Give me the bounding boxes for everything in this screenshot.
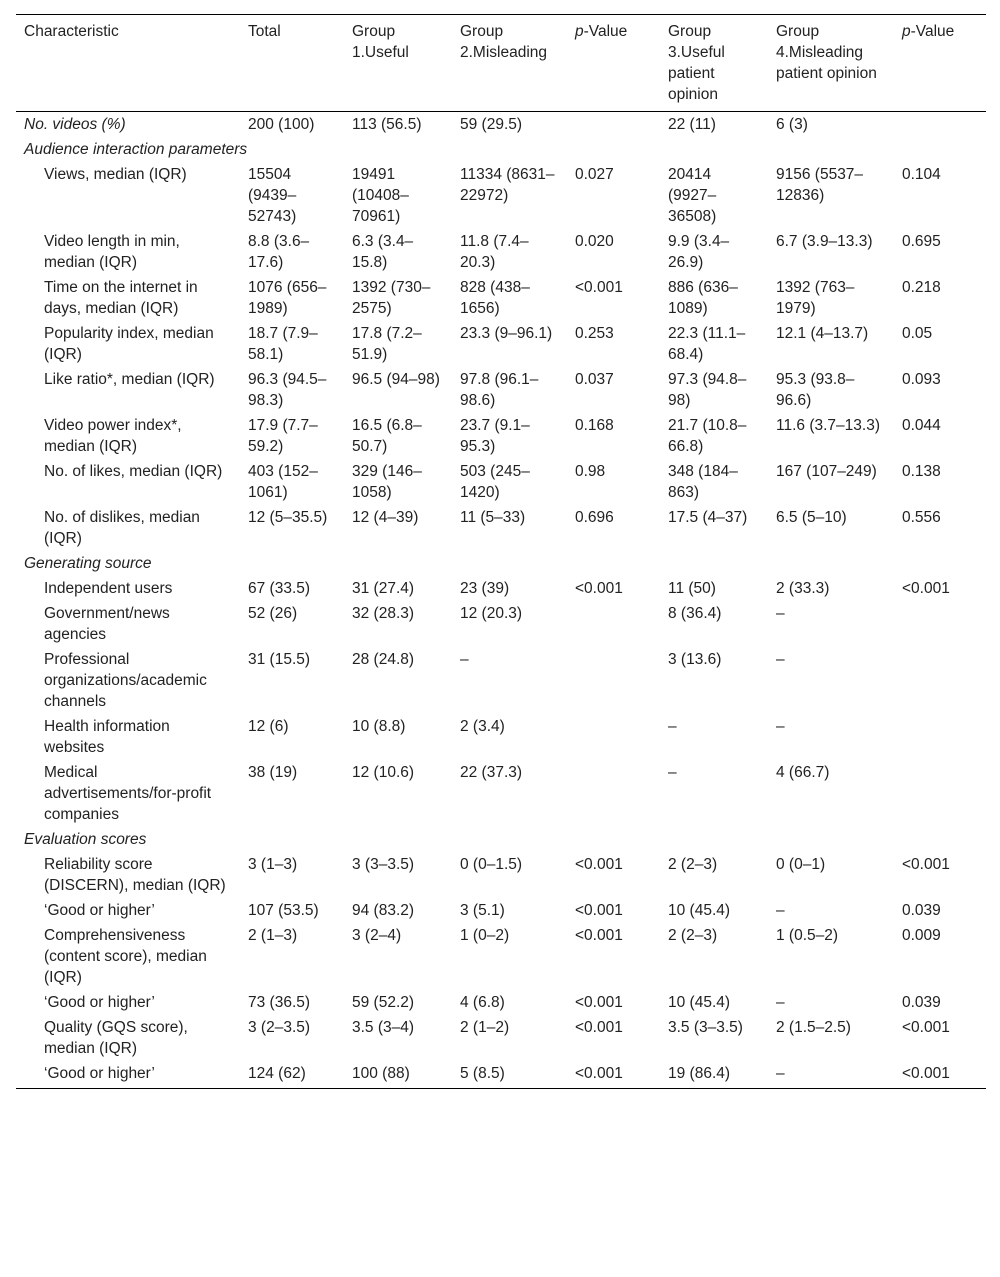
table-cell: <0.001 [902, 856, 950, 873]
table-row [16, 576, 986, 601]
table-cell: <0.001 [575, 279, 623, 296]
row-label: Comprehensiveness (content score), median (IQR) [44, 927, 207, 986]
table-cell: – [776, 605, 785, 622]
table-cell: 97.8 (96.1–98.6) [460, 371, 539, 409]
row-label-cell [16, 647, 240, 714]
table-cell: 9156 (5537–12836) [776, 166, 864, 204]
table-cell: 1392 (763–1979) [776, 279, 855, 317]
table-cell: 3.5 (3–4) [352, 1019, 415, 1036]
row-label-cell [16, 275, 240, 321]
header-group3: Group 3.Useful patient opinion [660, 15, 768, 112]
table-cell: 828 (438–1656) [460, 279, 530, 317]
table-row [16, 1015, 986, 1061]
table-row [16, 505, 986, 551]
table-cell: 0.009 [902, 927, 941, 944]
table-cell: – [668, 718, 677, 735]
row-label-cell [16, 229, 240, 275]
table-cell: – [776, 994, 785, 1011]
section-heading: Audience interaction parameters [24, 141, 248, 158]
row-label: ‘Good or higher’ [44, 902, 155, 919]
table-cell: 0.218 [902, 279, 941, 296]
header-characteristic: Characteristic [16, 15, 240, 112]
table-cell: 1 (0–2) [460, 927, 510, 944]
table-cell: 59 (52.2) [352, 994, 415, 1011]
table-cell: 6.3 (3.4–15.8) [352, 233, 414, 271]
table-cell: 3 (5.1) [460, 902, 505, 919]
table-cell: 15504 (9439–52743) [248, 166, 297, 225]
table-cell: 1076 (656–1989) [248, 279, 327, 317]
table-cell: 167 (107–249) [776, 463, 877, 480]
table-row [16, 112, 986, 138]
table-cell: <0.001 [575, 994, 623, 1011]
table-cell: 28 (24.8) [352, 651, 415, 668]
table-row [16, 367, 986, 413]
row-label-cell [16, 505, 240, 551]
row-label: Medical advertisements/for-profit companies [44, 764, 212, 823]
table-cell: 52 (26) [248, 605, 298, 622]
row-label: No. of dislikes, median (IQR) [44, 509, 200, 547]
table-cell: – [776, 651, 785, 668]
table-cell: 96.3 (94.5–98.3) [248, 371, 327, 409]
table-cell: 18.7 (7.9–58.1) [248, 325, 318, 363]
header-row [16, 15, 986, 112]
table-cell: 0.696 [575, 509, 614, 526]
table-row [16, 647, 986, 714]
table-row [16, 1061, 986, 1089]
table-cell: <0.001 [575, 902, 623, 919]
table-cell: 4 (66.7) [776, 764, 830, 781]
table-cell: 0 (0–1.5) [460, 856, 523, 873]
table-cell [894, 112, 986, 138]
table-row [16, 601, 986, 647]
table-cell [567, 112, 660, 138]
table-cell: – [460, 651, 469, 668]
table-cell: 59 (29.5) [460, 116, 523, 133]
table-cell: 10 (45.4) [668, 902, 731, 919]
table-cell: 403 (152–1061) [248, 463, 318, 501]
table-cell: 0.027 [575, 166, 614, 183]
table-cell: 2 (1–3) [248, 927, 298, 944]
table-header [16, 15, 986, 112]
table-cell: 3 (3–3.5) [352, 856, 415, 873]
table-cell: <0.001 [575, 580, 623, 597]
table-cell: 17.8 (7.2–51.9) [352, 325, 422, 363]
table-cell: 10 (8.8) [352, 718, 406, 735]
table-cell: 3 (1–3) [248, 856, 298, 873]
row-label-cell [16, 852, 240, 898]
p-value-suffix: -Value [583, 23, 628, 40]
table-cell: 0.695 [902, 233, 941, 250]
row-label-cell [16, 576, 240, 601]
table-cell: 19491 (10408–70961) [352, 166, 409, 225]
section-row [16, 551, 986, 576]
table-row [16, 229, 986, 275]
header-group1: Group 1.Useful [344, 15, 452, 112]
table-cell: 0.044 [902, 417, 941, 434]
row-label: Independent users [44, 580, 173, 597]
section-heading: Generating source [24, 555, 152, 572]
table-body [16, 112, 986, 1089]
table-cell: 6.5 (5–10) [776, 509, 847, 526]
table-cell: 21.7 (10.8–66.8) [668, 417, 747, 455]
row-label: Like ratio*, median (IQR) [44, 371, 215, 388]
table-cell: 2 (3.4) [460, 718, 505, 735]
table-cell: 0.037 [575, 371, 614, 388]
row-label-cell [16, 321, 240, 367]
header-p-value-2 [894, 15, 986, 112]
table-cell: 12 (10.6) [352, 764, 415, 781]
table-cell: 20414 (9927–36508) [668, 166, 717, 225]
table-row [16, 714, 986, 760]
row-label: ‘Good or higher’ [44, 994, 155, 1011]
table-cell: 1 (0.5–2) [776, 927, 839, 944]
table-cell: 73 (36.5) [248, 994, 311, 1011]
table-cell: 11.8 (7.4–20.3) [460, 233, 529, 271]
row-label-cell [16, 459, 240, 505]
table-cell: 31 (15.5) [248, 651, 311, 668]
table-row [16, 162, 986, 229]
table-cell: 0.093 [902, 371, 941, 388]
table-cell: 0.168 [575, 417, 614, 434]
table-cell: <0.001 [567, 1061, 660, 1089]
row-label-cell [16, 990, 240, 1015]
table-cell: 38 (19) [248, 764, 298, 781]
table-cell [894, 714, 986, 760]
table-cell: 2 (2–3) [668, 856, 718, 873]
table-row [16, 923, 986, 990]
row-label: Video length in min, median (IQR) [44, 233, 180, 271]
table-cell [567, 714, 660, 760]
table-cell: 100 (88) [344, 1061, 452, 1089]
table-row [16, 852, 986, 898]
row-label: Views, median (IQR) [44, 166, 187, 183]
table-cell: <0.001 [575, 856, 623, 873]
table-cell: 32 (28.3) [352, 605, 415, 622]
table-cell [567, 601, 660, 647]
row-label: Quality (GQS score), median (IQR) [44, 1019, 188, 1057]
table-cell: 17.9 (7.7–59.2) [248, 417, 318, 455]
row-label: Reliability score (DISCERN), median (IQR) [44, 856, 226, 894]
row-label-cell [16, 601, 240, 647]
section-heading: Evaluation scores [24, 831, 147, 848]
table-cell: 10 (45.4) [668, 994, 731, 1011]
table-cell: – [776, 718, 785, 735]
table-cell: 12.1 (4–13.7) [776, 325, 869, 342]
table-cell: 67 (33.5) [248, 580, 311, 597]
table-cell: 107 (53.5) [248, 902, 319, 919]
table-cell [894, 647, 986, 714]
table-cell: 19 (86.4) [660, 1061, 768, 1089]
table-row [16, 275, 986, 321]
table-cell: 97.3 (94.8–98) [668, 371, 747, 409]
table-cell: 0.138 [902, 463, 941, 480]
table-cell: 22 (11) [668, 116, 716, 133]
row-label: ‘Good or higher’ [44, 1065, 155, 1082]
row-label: Time on the internet in days, median (IQR) [44, 279, 198, 317]
table-cell [567, 760, 660, 827]
table-cell [894, 601, 986, 647]
table-row [16, 990, 986, 1015]
table-cell: <0.001 [575, 927, 623, 944]
table-cell: 0.98 [575, 463, 606, 480]
p-symbol: p [902, 23, 911, 40]
table-cell: 3.5 (3–3.5) [668, 1019, 743, 1036]
table-cell: 6.7 (3.9–13.3) [776, 233, 873, 250]
table-cell: 0.253 [575, 325, 614, 342]
header-group4: Group 4.Misleading patient opinion [768, 15, 894, 112]
table-cell: 11 (5–33) [460, 509, 526, 526]
table-cell: 5 (8.5) [452, 1061, 567, 1089]
table-cell: 200 (100) [248, 116, 315, 133]
table-cell: – [776, 902, 785, 919]
row-label: Professional organizations/academic channels [44, 651, 207, 710]
row-label-cell [16, 367, 240, 413]
header-p-value-1 [567, 15, 660, 112]
table-cell: – [668, 764, 677, 781]
row-label: No. videos (%) [24, 116, 126, 133]
row-label: Government/news agencies [44, 605, 170, 643]
table-cell: 8.8 (3.6–17.6) [248, 233, 310, 271]
table-cell: <0.001 [902, 580, 950, 597]
table-cell: 2 (33.3) [776, 580, 830, 597]
row-label: Popularity index, median (IQR) [44, 325, 214, 363]
row-label: Health information websites [44, 718, 170, 756]
row-label-cell [16, 898, 240, 923]
table-cell: 3 (2–4) [352, 927, 402, 944]
row-label-cell [16, 162, 240, 229]
table-cell: 329 (146–1058) [352, 463, 422, 501]
row-label-cell [16, 413, 240, 459]
table-cell [894, 760, 986, 827]
table-cell: 0.05 [902, 325, 933, 342]
table-cell: 17.5 (4–37) [668, 509, 748, 526]
table-cell [567, 647, 660, 714]
p-value-suffix: -Value [910, 23, 955, 40]
header-total: Total [240, 15, 344, 112]
table-cell: 23.7 (9.1–95.3) [460, 417, 530, 455]
table-cell: 124 (62) [240, 1061, 344, 1089]
table-cell: – [768, 1061, 894, 1089]
table-cell: 0.020 [575, 233, 614, 250]
table-cell: 12 (4–39) [352, 509, 419, 526]
table-cell: 0.039 [902, 902, 941, 919]
table-cell: 9.9 (3.4–26.9) [668, 233, 730, 271]
header-group2: Group 2.Misleading [452, 15, 567, 112]
table-cell: 11334 (8631–22972) [460, 166, 555, 204]
table-cell: 95.3 (93.8–96.6) [776, 371, 855, 409]
table-cell: 886 (636–1089) [668, 279, 738, 317]
table-cell: 2 (1.5–2.5) [776, 1019, 851, 1036]
table-cell: 2 (2–3) [668, 927, 718, 944]
table-row [16, 760, 986, 827]
row-label-cell [16, 112, 240, 138]
table-cell: 6 (3) [776, 116, 808, 133]
table-cell: 4 (6.8) [460, 994, 505, 1011]
row-label: No. of likes, median (IQR) [44, 463, 223, 480]
section-row [16, 827, 986, 852]
table-cell: 22 (37.3) [460, 764, 523, 781]
results-table [16, 14, 986, 1089]
p-symbol: p [575, 23, 584, 40]
table-cell: 22.3 (11.1–68.4) [668, 325, 746, 363]
table-cell: <0.001 [575, 1019, 623, 1036]
table-cell: 348 (184–863) [668, 463, 738, 501]
row-label-cell [16, 760, 240, 827]
table-cell: 0.039 [902, 994, 941, 1011]
row-label-cell [16, 923, 240, 990]
row-label-cell [16, 1015, 240, 1061]
table-cell: 8 (36.4) [668, 605, 722, 622]
table-cell: 3 (2–3.5) [248, 1019, 311, 1036]
section-row [16, 137, 986, 162]
row-label-cell [16, 1061, 240, 1089]
table-cell: 11.6 (3.7–13.3) [776, 417, 880, 434]
table-cell: 16.5 (6.8–50.7) [352, 417, 422, 455]
table-cell: 31 (27.4) [352, 580, 415, 597]
table-cell: 96.5 (94–98) [352, 371, 440, 388]
table-cell: 23 (39) [460, 580, 510, 597]
table-cell: 0 (0–1) [776, 856, 826, 873]
table-cell: 1392 (730–2575) [352, 279, 431, 317]
table-cell: 3 (13.6) [668, 651, 722, 668]
table-cell: <0.001 [902, 1019, 950, 1036]
table-cell: 12 (6) [248, 718, 289, 735]
table-cell: 0.556 [902, 509, 941, 526]
table-cell: 23.3 (9–96.1) [460, 325, 553, 342]
table-cell: <0.001 [894, 1061, 986, 1089]
table-row [16, 898, 986, 923]
table-cell: 113 (56.5) [352, 116, 422, 133]
table-cell: 12 (20.3) [460, 605, 523, 622]
table-cell: 503 (245–1420) [460, 463, 530, 501]
row-label: Video power index*, median (IQR) [44, 417, 182, 455]
table-cell: 2 (1–2) [460, 1019, 510, 1036]
table-row [16, 459, 986, 505]
table-cell: 12 (5–35.5) [248, 509, 328, 526]
table-row [16, 413, 986, 459]
table-cell: 11 (50) [668, 580, 716, 597]
table-row [16, 321, 986, 367]
table-cell: 94 (83.2) [352, 902, 415, 919]
row-label-cell [16, 714, 240, 760]
table-cell: 0.104 [902, 166, 941, 183]
